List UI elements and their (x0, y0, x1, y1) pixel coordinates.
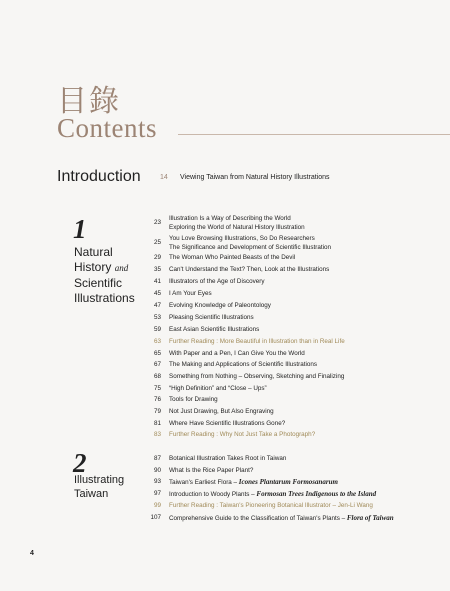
entry-page-number: 90 (153, 467, 161, 474)
chapter-1-title-line: Illustrations (74, 291, 135, 305)
entry-title-text: Taiwan's Earliest Flora – (169, 479, 239, 486)
entry-page-number: 25 (153, 239, 161, 246)
entry-title (169, 396, 218, 405)
entry-title-text: Illustration Is a Way of Describing the World (169, 215, 291, 222)
introduction-page-number: 14 (160, 174, 168, 181)
entry-page-number: 35 (153, 266, 161, 273)
entry-page-number: 53 (153, 314, 161, 321)
entry-title (169, 326, 259, 335)
toc-entry (0, 408, 274, 417)
entry-title (169, 385, 267, 394)
entry-title (169, 478, 338, 488)
entry-title (169, 373, 344, 382)
entry-title (169, 235, 331, 252)
introduction-heading: Introduction (57, 168, 141, 185)
entry-title (169, 302, 271, 311)
entry-page-number: 65 (153, 350, 161, 357)
entry-title-text: “High Definition” and “Close – Ups” (169, 385, 267, 392)
entry-book-title: Icones Plantarum Formosanarum (238, 478, 338, 486)
entry-page-number: 29 (153, 254, 161, 261)
chinese-title: 目錄 (57, 84, 121, 119)
entry-page-number: 59 (153, 326, 161, 333)
toc-entry (0, 215, 305, 232)
toc-entry (0, 373, 344, 382)
entry-book-title: Flora of Taiwan (346, 514, 394, 522)
entry-title-text: Can't Understand the Text? Then, Look at the Illustrations (169, 266, 330, 273)
entry-book-title: Formosan Trees Indigenous to the Island (256, 490, 377, 498)
entry-title-text: The Making and Applications of Scientific Illustrations (169, 361, 318, 368)
entry-title-text: East Asian Scientific Illustrations (169, 326, 260, 333)
entry-title (169, 431, 315, 440)
toc-entry (0, 420, 285, 429)
entry-title-text: Introduction to Woody Plants – (169, 491, 257, 498)
toc-entry (0, 478, 338, 488)
entry-title-text: With Paper and a Pen, I Can Give You the World (169, 350, 305, 357)
entry-page-number: 47 (153, 302, 161, 309)
page-title: Contents (57, 113, 158, 143)
entry-title (169, 361, 317, 370)
toc-entry (0, 235, 331, 252)
toc-entry (0, 254, 295, 263)
toc-entry (0, 385, 267, 394)
chapter-1-number: 1 (73, 214, 87, 244)
entry-title (169, 290, 212, 299)
entry-title-text: I Am Your Eyes (169, 290, 212, 297)
chapter-2-title-line: Taiwan (74, 488, 109, 500)
chapter-2-title-line: Illustrating (74, 474, 125, 486)
entry-page-number: 93 (153, 478, 161, 485)
entry-title-text: Tools for Drawing (169, 396, 218, 403)
entry-title-text: What Is the Rice Paper Plant? (169, 467, 254, 474)
entry-title-text: The Woman Who Painted Beasts of the Devil (169, 254, 296, 261)
entry-title-text: Further Reading : Taiwan's Pioneering Botanical Illustrator – Jen-Li Wang (169, 502, 373, 509)
further-reading-entry (0, 502, 373, 511)
entry-title (169, 254, 295, 263)
entry-title-text: Pleasing Scientific Illustrations (169, 314, 254, 321)
entry-title-text: You Love Browsing Illustrations, So Do Researchers (169, 235, 315, 242)
entry-title-text: Comprehensive Guide to the Classification of Taiwan's Plants – (169, 515, 347, 522)
entry-title (169, 278, 265, 287)
entry-page-number: 76 (153, 396, 161, 403)
further-reading-entry (0, 431, 315, 440)
introduction-entry: Viewing Taiwan from Natural History Illustrations (180, 174, 330, 181)
entry-title (169, 502, 373, 511)
entry-title (169, 338, 345, 347)
toc-entry (0, 361, 317, 370)
toc-entry (0, 467, 253, 476)
entry-title (169, 490, 376, 500)
title-rule (178, 134, 450, 135)
entry-title (169, 215, 305, 232)
entry-subtitle-text: The Significance and Development of Scientific Illustration (169, 243, 332, 251)
entry-title (169, 455, 286, 464)
entry-subtitle-text: Exploring the World of Natural History Illustration (169, 223, 305, 231)
chapter-1-title-line: Scientific (74, 276, 123, 290)
entry-title (169, 266, 329, 275)
entry-title (169, 350, 305, 359)
chapter-1-title-line: Natural (74, 245, 113, 259)
toc-entry (0, 266, 329, 275)
chapter-1-title-line: History and (74, 260, 129, 274)
entry-title-text: Not Just Drawing, But Also Engraving (169, 408, 274, 415)
entry-title (169, 314, 254, 323)
toc-entry (0, 490, 376, 500)
entry-title (169, 420, 285, 429)
entry-page-number: 75 (153, 385, 161, 392)
entry-title-text: Further Reading : Why Not Just Take a Photograph? (169, 431, 316, 438)
further-reading-entry (0, 338, 345, 347)
entry-title-text: Something from Nothing – Observing, Sketching and Finalizing (169, 373, 345, 380)
entry-page-number: 83 (153, 431, 161, 438)
chapter-2-number: 2 (73, 448, 87, 478)
toc-entry (0, 326, 259, 335)
entry-title-text: Evolving Knowledge of Paleontology (169, 302, 271, 309)
entry-title-text: Where Have Scientific Illustrations Gone? (169, 420, 286, 427)
entry-page-number: 45 (153, 290, 161, 297)
toc-entry (0, 314, 254, 323)
entry-title (169, 514, 394, 524)
entry-title-text: Illustrators of the Age of Discovery (169, 278, 265, 285)
toc-entry (0, 396, 218, 405)
entry-title (169, 408, 274, 417)
entry-page-number: 99 (153, 502, 161, 509)
toc-entry (0, 278, 265, 287)
entry-page-number: 97 (153, 490, 161, 497)
toc-entry (0, 290, 212, 299)
entry-page-number: 87 (153, 455, 161, 462)
entry-page-number: 23 (153, 219, 161, 226)
entry-page-number: 79 (153, 408, 161, 415)
entry-page-number: 107 (150, 514, 161, 521)
entry-page-number: 41 (153, 278, 161, 285)
entry-page-number: 68 (153, 373, 161, 380)
entry-title-text: Further Reading : More Beautiful in Illustration than in Real Life (169, 338, 345, 345)
toc-entry (0, 302, 271, 311)
entry-title-text: Botanical Illustration Takes Root in Taiwan (169, 455, 287, 462)
entry-page-number: 63 (153, 338, 161, 345)
entry-page-number: 81 (153, 420, 161, 427)
entry-title (169, 467, 253, 476)
toc-entry (0, 455, 286, 464)
toc-entry (0, 514, 394, 524)
toc-entry (0, 350, 305, 359)
page-number: 4 (30, 550, 34, 557)
entry-page-number: 67 (153, 361, 161, 368)
